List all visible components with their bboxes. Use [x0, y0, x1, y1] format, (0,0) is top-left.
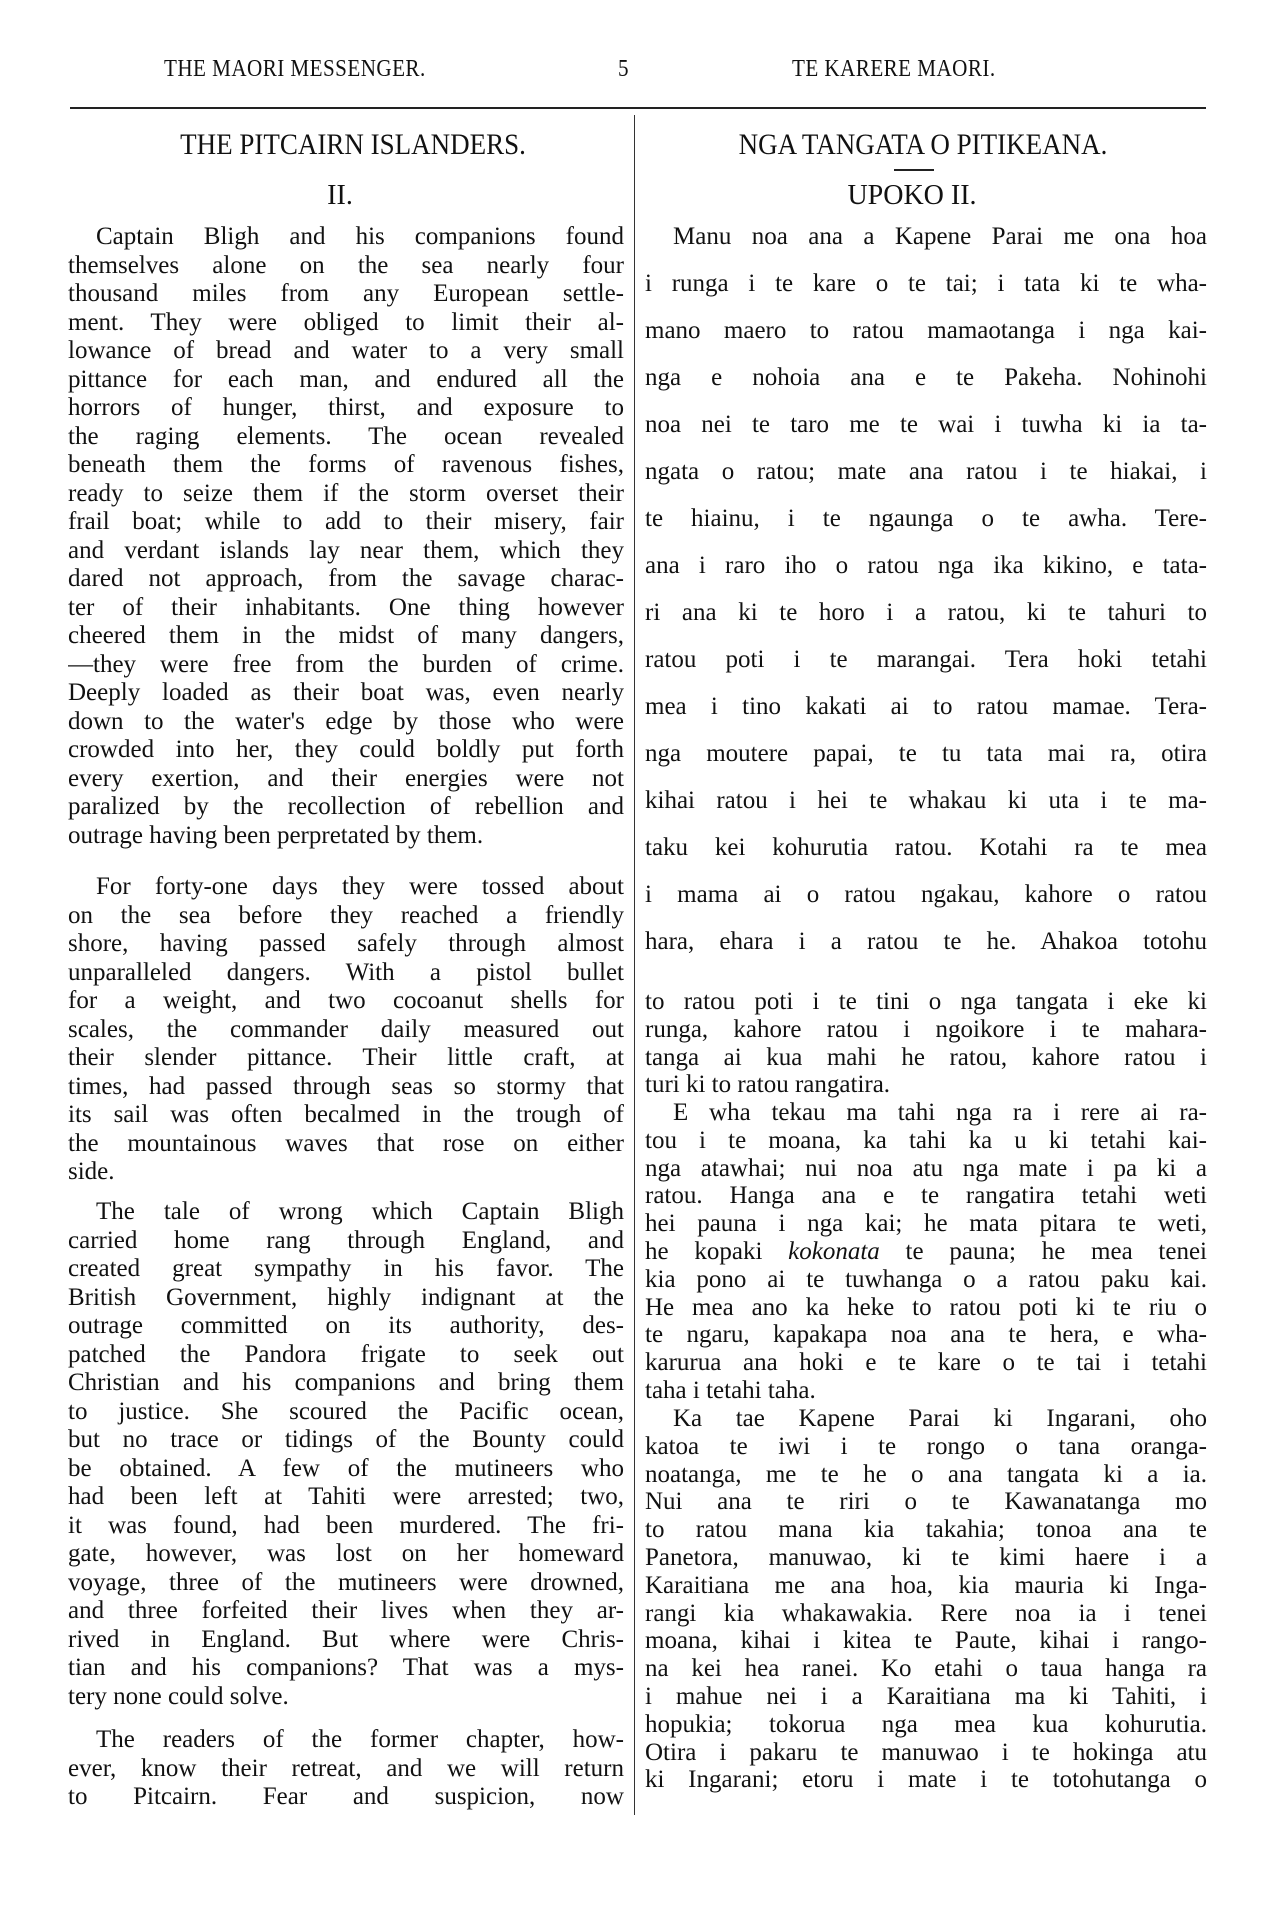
text-line: Manu noa ana a Kapene Parai me ona hoa	[673, 223, 1207, 250]
text-line: ri ana ki te horo i a ratou, ki te tahuri to	[645, 599, 1207, 626]
text-line: noatanga, me te he o ana tangata ki a ia.	[645, 1460, 1207, 1488]
text-line: Christian and his companions and bring them	[68, 1369, 624, 1396]
text-line: created great sympathy in his favor. The	[68, 1255, 624, 1282]
text-line: mano maero to ratou mamaotanga i nga kai-	[645, 317, 1207, 344]
text-line: ment. They were obliged to limit their al-	[68, 308, 624, 336]
text-line: dared not approach, from the savage charac-	[68, 565, 624, 592]
text-line: hara, ehara i a ratou te he. Ahakoa totohu	[645, 928, 1207, 955]
text-line: rangi kia whakawakia. Rere noa ia i tenei	[645, 1599, 1207, 1627]
text-line: mea i tino kakati ai to ratou mamae. Tera-	[645, 693, 1207, 720]
text-line: beneath them the forms of ravenous fishes,	[68, 451, 624, 478]
text-line: tanga ai kua mahi he ratou, kahore ratou i	[645, 1043, 1207, 1071]
text-line: katoa te iwi i te rongo o tana oranga-	[645, 1432, 1207, 1460]
text-line: hopukia; tokorua nga mea kua kohurutia.	[645, 1710, 1207, 1738]
text-line: kihai ratou i hei te whakau ki uta i te ma-	[645, 787, 1207, 814]
text-line: patched the Pandora frigate to seek out	[68, 1340, 624, 1368]
text-line: ana i raro iho o ratou nga ika kikino, e tata-	[645, 552, 1207, 579]
text-line: Ka tae Kapene Parai ki Ingarani, oho	[673, 1405, 1207, 1432]
maori-paragraph	[645, 213, 1207, 965]
text-line: and verdant islands lay near them, which they	[68, 536, 624, 564]
text-line: cheered them in the midst of many dangers,	[68, 622, 624, 649]
text-segment: he kopaki	[645, 1237, 789, 1265]
text-line: it was found, had been murdered. The fri-	[68, 1511, 624, 1539]
masthead-maori-title: TE KARERE MAORI.	[792, 56, 996, 82]
text-line: —they were free from the burden of crime.	[68, 650, 624, 678]
text-line: frail boat; while to add to their misery, fair	[68, 508, 624, 535]
text-line: times, had passed through seas so stormy that	[68, 1072, 624, 1100]
text-line: themselves alone on the sea nearly four	[68, 251, 624, 279]
english-paragraph	[68, 223, 624, 850]
text-line: to ratou mana kia takahia; tonoa ana te	[645, 1516, 1207, 1544]
text-line: on the sea before they reached a friendly	[68, 901, 624, 929]
chapter-number-maori: UPOKO II.	[847, 180, 977, 211]
text-line: ratou poti i te marangai. Tera hoki tetahi	[645, 646, 1207, 673]
text-line: crowded into her, they could boldly put forth	[68, 736, 624, 763]
text-line: i mama ai o ratou ngakau, kahore o ratou	[645, 881, 1207, 908]
text-line: ter of their inhabitants. One thing however	[68, 593, 624, 621]
text-line: nga atawhai; nui noa atu nga mate i pa ki a	[645, 1154, 1207, 1182]
text-line: the raging elements. The ocean revealed	[68, 422, 624, 450]
text-line: for a weight, and two cocoanut shells for	[68, 987, 624, 1014]
text-line: moana, kihai i kitea te Paute, kihai i rango-	[645, 1627, 1207, 1655]
maori-paragraph	[645, 1405, 1207, 1794]
text-line: its sail was often becalmed in the trough of	[68, 1101, 624, 1128]
text-line: their slender pittance. Their little craft, at	[68, 1044, 624, 1071]
text-line: For forty-one days they were tossed about	[96, 873, 624, 900]
text-line: taha i tetahi taha.	[645, 1376, 816, 1404]
article-title-english: THE PITCAIRN ISLANDERS.	[180, 128, 526, 161]
title-dash	[894, 169, 934, 171]
english-paragraph	[68, 873, 624, 1187]
text-line: Panetora, manuwao, ki te kimi haere i a	[645, 1543, 1207, 1571]
maori-paragraph-continued	[645, 988, 1207, 1099]
text-line: The tale of wrong which Captain Bligh	[96, 1198, 624, 1225]
text-line: turi ki to ratou rangatira.	[645, 1071, 891, 1099]
english-paragraph	[68, 1198, 624, 1711]
article-title-maori: NGA TANGATA O PITIKEANA.	[738, 128, 1108, 161]
text-line: Deeply loaded as their boat was, even nearly	[68, 679, 624, 706]
text-line: gate, however, was lost on her homeward	[68, 1540, 624, 1567]
text-line: but no trace or tidings of the Bounty could	[68, 1426, 624, 1453]
text-line: side.	[68, 1158, 115, 1185]
text-line: shore, having passed safely through almost	[68, 930, 624, 957]
text-line: paralized by the recollection of rebellion and	[68, 793, 624, 820]
text-line: tery none could solve.	[68, 1682, 289, 1710]
text-line: pittance for each man, and endured all the	[68, 365, 624, 393]
text-line: nga moutere papai, te tu tata mai ra, otira	[645, 740, 1207, 767]
text-line: He mea ano ka heke to ratou poti ki te riu o	[645, 1293, 1207, 1321]
text-line: na kei hea ranei. Ko etahi o taua hanga ra	[645, 1655, 1207, 1683]
text-line: nga e nohoia ana e te Pakeha. Nohinohi	[645, 364, 1207, 391]
text-line: tou i te moana, ka tahi ka u ki tetahi kai-	[645, 1126, 1207, 1154]
text-line: E wha tekau ma tahi nga ra i rere ai ra-	[673, 1099, 1207, 1126]
text-line: Nui ana te riri o te Kawanatanga mo	[645, 1488, 1207, 1516]
text-line: Karaitiana me ana hoa, kia mauria ki Inga-	[645, 1571, 1207, 1599]
text-line: rived in England. But where were Chris-	[68, 1625, 624, 1653]
text-line: down to the water's edge by those who were	[68, 707, 624, 735]
text-line: scales, the commander daily measured out	[68, 1015, 624, 1043]
text-line: voyage, three of the mutineers were drowned,	[68, 1568, 624, 1596]
text-line	[645, 1238, 1207, 1266]
header-rule	[70, 107, 1206, 109]
text-line: unparalleled dangers. With a pistol bullet	[68, 958, 624, 986]
text-line: noa nei te taro me te wai i tuwha ki ia ta-	[645, 411, 1207, 438]
text-line: hei pauna i nga kai; he mata pitara te weti,	[645, 1210, 1207, 1238]
text-line: te ngaru, kapakapa noa ana te hera, e wha-	[645, 1321, 1207, 1349]
text-line: tian and his companions? That was a mys-	[68, 1654, 624, 1681]
english-paragraph	[68, 1726, 624, 1812]
text-line: i mahue nei i a Karaitiana ma ki Tahiti, i	[645, 1682, 1207, 1710]
text-line: and three forfeited their lives when they ar-	[68, 1597, 624, 1624]
masthead-english-title: THE MAORI MESSENGER.	[164, 56, 426, 82]
text-line: outrage having been perpretated by them.	[68, 821, 484, 849]
text-line: outrage committed on its authority, des-	[68, 1312, 624, 1339]
page-number: 5	[618, 56, 629, 82]
text-line: The readers of the former chapter, how-	[96, 1726, 624, 1753]
text-line: ever, know their retreat, and we will return	[68, 1754, 624, 1782]
text-line: to Pitcairn. Fear and suspicion, now	[68, 1783, 624, 1810]
italic-word: kokonata	[788, 1237, 880, 1265]
text-line: Otira i pakaru te manuwao i te hokinga atu	[645, 1738, 1207, 1766]
chapter-number-english: II.	[327, 180, 353, 211]
text-line: the mountainous waves that rose on either	[68, 1129, 624, 1157]
text-line: ngata o ratou; mate ana ratou i te hiakai, i	[645, 458, 1207, 485]
text-line: kia pono ai te tuwhanga o a ratou paku kai.	[645, 1265, 1207, 1293]
text-line: be obtained. A few of the mutineers who	[68, 1454, 624, 1482]
text-line: i runga i te kare o te tai; i tata ki te wha-	[645, 270, 1207, 297]
text-line: every exertion, and their energies were not	[68, 764, 624, 792]
text-line: had been left at Tahiti were arrested; two,	[68, 1483, 624, 1510]
text-line: thousand miles from any European settle-	[68, 280, 624, 307]
column-divider	[634, 115, 635, 1815]
text-line: ready to seize them if the storm overset their	[68, 479, 624, 507]
text-line: karurua ana hoki e te kare o te tai i tetahi	[645, 1349, 1207, 1377]
text-line: taku kei kohurutia ratou. Kotahi ra te mea	[645, 834, 1207, 861]
text-line: lowance of bread and water to a very small	[68, 337, 624, 364]
maori-paragraph	[645, 1099, 1207, 1405]
text-line: ki Ingarani; etoru i mate i te totohutanga o	[645, 1766, 1207, 1794]
text-segment: te pauna; he mea tenei	[879, 1237, 1207, 1265]
text-line: carried home rang through England, and	[68, 1226, 624, 1254]
text-line: to justice. She scoured the Pacific ocean,	[68, 1397, 624, 1425]
text-line: British Government, highly indignant at the	[68, 1283, 624, 1311]
text-line: te hiainu, i te ngaunga o te awha. Tere-	[645, 505, 1207, 532]
text-line: to ratou poti i te tini o nga tangata i eke ki	[645, 988, 1207, 1015]
text-line: runga, kahore ratou i ngoikore i te mahara-	[645, 1015, 1207, 1043]
text-line: ratou. Hanga ana e te rangatira tetahi weti	[645, 1182, 1207, 1210]
text-line: horrors of hunger, thirst, and exposure to	[68, 394, 624, 421]
text-line: Captain Bligh and his companions found	[96, 223, 624, 250]
